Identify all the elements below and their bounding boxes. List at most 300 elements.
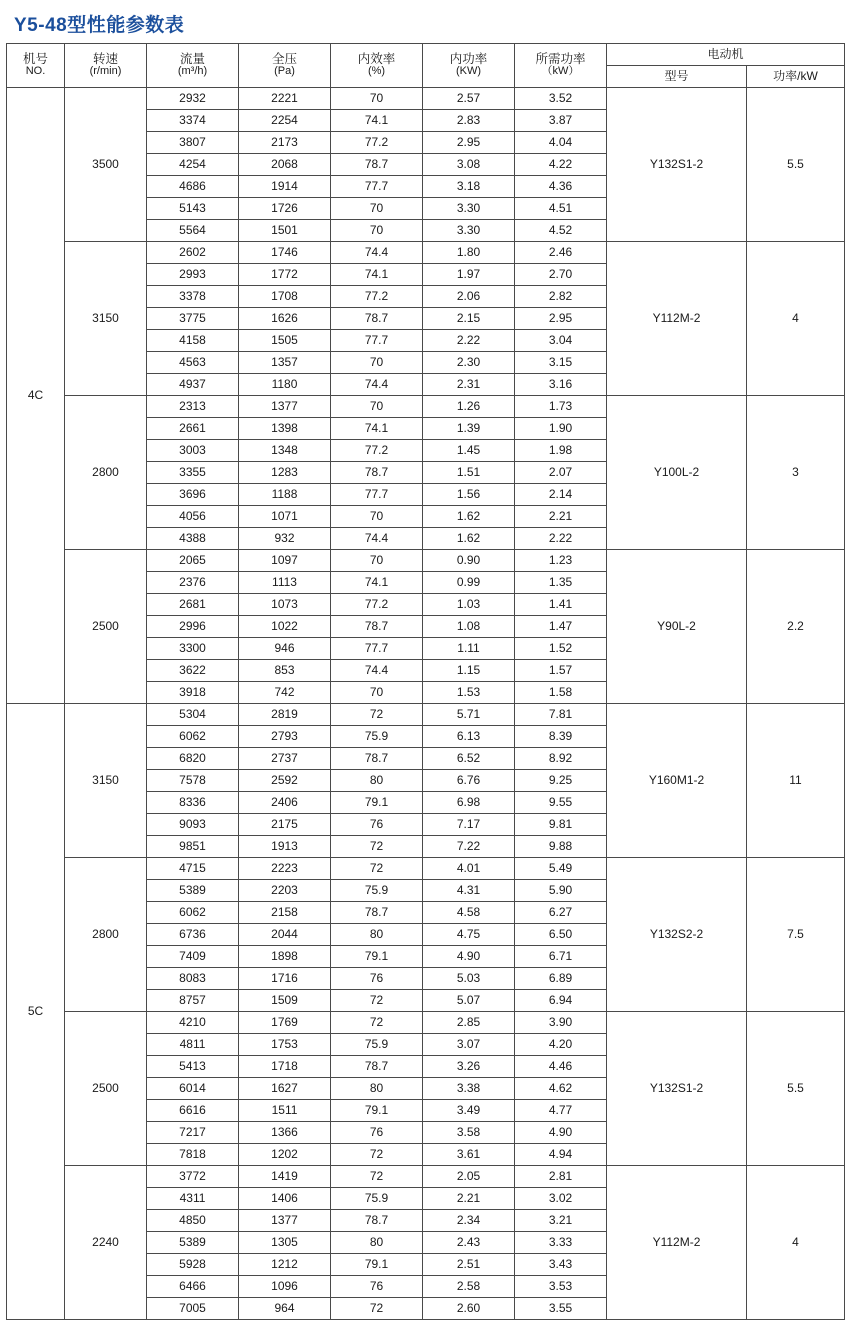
motor-power-cell: 4 bbox=[747, 1166, 845, 1320]
internal-power-cell: 2.95 bbox=[423, 132, 515, 154]
required-power-cell: 4.46 bbox=[515, 1056, 607, 1078]
motor-model-cell: Y132S2-2 bbox=[607, 858, 747, 1012]
flow-cell: 2996 bbox=[147, 616, 239, 638]
required-power-cell: 9.25 bbox=[515, 770, 607, 792]
internal-power-cell: 2.15 bbox=[423, 308, 515, 330]
total-pressure-cell: 1509 bbox=[239, 990, 331, 1012]
internal-power-cell: 0.99 bbox=[423, 572, 515, 594]
flow-cell: 4210 bbox=[147, 1012, 239, 1034]
efficiency-cell: 80 bbox=[331, 770, 423, 792]
flow-cell: 5143 bbox=[147, 198, 239, 220]
total-pressure-cell: 1377 bbox=[239, 1210, 331, 1232]
required-power-cell: 3.15 bbox=[515, 352, 607, 374]
flow-cell: 5564 bbox=[147, 220, 239, 242]
internal-power-cell: 1.45 bbox=[423, 440, 515, 462]
efficiency-cell: 78.7 bbox=[331, 748, 423, 770]
efficiency-cell: 77.7 bbox=[331, 484, 423, 506]
required-power-cell: 3.16 bbox=[515, 374, 607, 396]
required-power-cell: 4.20 bbox=[515, 1034, 607, 1056]
header-ip-line1: 内功率 bbox=[449, 52, 488, 67]
efficiency-cell: 72 bbox=[331, 836, 423, 858]
flow-cell: 3772 bbox=[147, 1166, 239, 1188]
table-row bbox=[7, 242, 845, 264]
internal-power-cell: 3.30 bbox=[423, 198, 515, 220]
efficiency-cell: 70 bbox=[331, 220, 423, 242]
flow-cell: 9093 bbox=[147, 814, 239, 836]
header-rpm-line2: (r/min) bbox=[89, 65, 122, 78]
total-pressure-cell: 1305 bbox=[239, 1232, 331, 1254]
required-power-cell: 4.77 bbox=[515, 1100, 607, 1122]
efficiency-cell: 80 bbox=[331, 924, 423, 946]
flow-cell: 4388 bbox=[147, 528, 239, 550]
total-pressure-cell: 2406 bbox=[239, 792, 331, 814]
efficiency-cell: 80 bbox=[331, 1232, 423, 1254]
internal-power-cell: 3.30 bbox=[423, 220, 515, 242]
internal-power-cell: 0.90 bbox=[423, 550, 515, 572]
total-pressure-cell: 1716 bbox=[239, 968, 331, 990]
flow-cell: 2376 bbox=[147, 572, 239, 594]
efficiency-cell: 75.9 bbox=[331, 1034, 423, 1056]
total-pressure-cell: 1071 bbox=[239, 506, 331, 528]
total-pressure-cell: 1898 bbox=[239, 946, 331, 968]
required-power-cell: 4.90 bbox=[515, 1122, 607, 1144]
motor-power-cell: 3 bbox=[747, 396, 845, 550]
total-pressure-cell: 1501 bbox=[239, 220, 331, 242]
required-power-cell: 3.55 bbox=[515, 1298, 607, 1320]
table-row bbox=[7, 396, 845, 418]
total-pressure-cell: 932 bbox=[239, 528, 331, 550]
total-pressure-cell: 1505 bbox=[239, 330, 331, 352]
table-row bbox=[7, 550, 845, 572]
internal-power-cell: 6.13 bbox=[423, 726, 515, 748]
internal-power-cell: 4.75 bbox=[423, 924, 515, 946]
internal-power-cell: 2.34 bbox=[423, 1210, 515, 1232]
flow-cell: 3374 bbox=[147, 110, 239, 132]
flow-cell: 2313 bbox=[147, 396, 239, 418]
header-flow bbox=[147, 44, 239, 88]
required-power-cell: 4.36 bbox=[515, 176, 607, 198]
total-pressure-cell: 2793 bbox=[239, 726, 331, 748]
required-power-cell: 3.33 bbox=[515, 1232, 607, 1254]
required-power-cell: 1.90 bbox=[515, 418, 607, 440]
required-power-cell: 1.58 bbox=[515, 682, 607, 704]
required-power-cell: 4.04 bbox=[515, 132, 607, 154]
required-power-cell: 2.82 bbox=[515, 286, 607, 308]
total-pressure-cell: 1188 bbox=[239, 484, 331, 506]
flow-cell: 5413 bbox=[147, 1056, 239, 1078]
internal-power-cell: 2.85 bbox=[423, 1012, 515, 1034]
flow-cell: 4158 bbox=[147, 330, 239, 352]
internal-power-cell: 2.06 bbox=[423, 286, 515, 308]
required-power-cell: 3.87 bbox=[515, 110, 607, 132]
efficiency-cell: 77.2 bbox=[331, 594, 423, 616]
efficiency-cell: 74.1 bbox=[331, 418, 423, 440]
internal-power-cell: 4.90 bbox=[423, 946, 515, 968]
flow-cell: 8757 bbox=[147, 990, 239, 1012]
total-pressure-cell: 1753 bbox=[239, 1034, 331, 1056]
internal-power-cell: 1.39 bbox=[423, 418, 515, 440]
table-body bbox=[7, 88, 845, 1320]
flow-cell: 6736 bbox=[147, 924, 239, 946]
efficiency-cell: 70 bbox=[331, 352, 423, 374]
total-pressure-cell: 1212 bbox=[239, 1254, 331, 1276]
header-no-line1: 机号 bbox=[22, 52, 48, 67]
required-power-cell: 2.14 bbox=[515, 484, 607, 506]
motor-power-cell: 5.5 bbox=[747, 88, 845, 242]
total-pressure-cell: 2068 bbox=[239, 154, 331, 176]
flow-cell: 3696 bbox=[147, 484, 239, 506]
efficiency-cell: 72 bbox=[331, 990, 423, 1012]
total-pressure-cell: 1746 bbox=[239, 242, 331, 264]
required-power-cell: 3.52 bbox=[515, 88, 607, 110]
flow-cell: 3807 bbox=[147, 132, 239, 154]
required-power-cell: 1.98 bbox=[515, 440, 607, 462]
table-row bbox=[7, 704, 845, 726]
total-pressure-cell: 1180 bbox=[239, 374, 331, 396]
efficiency-cell: 74.4 bbox=[331, 528, 423, 550]
header-tp-line1: 全压 bbox=[271, 52, 297, 67]
header-rpm bbox=[65, 44, 147, 88]
total-pressure-cell: 1511 bbox=[239, 1100, 331, 1122]
required-power-cell: 4.51 bbox=[515, 198, 607, 220]
header-eff-line2: (%) bbox=[367, 65, 386, 78]
rpm-cell: 3150 bbox=[65, 704, 147, 858]
total-pressure-cell: 2175 bbox=[239, 814, 331, 836]
motor-model-cell: Y100L-2 bbox=[607, 396, 747, 550]
flow-cell: 6062 bbox=[147, 726, 239, 748]
flow-cell: 7217 bbox=[147, 1122, 239, 1144]
required-power-cell: 2.81 bbox=[515, 1166, 607, 1188]
total-pressure-cell: 1772 bbox=[239, 264, 331, 286]
internal-power-cell: 1.15 bbox=[423, 660, 515, 682]
internal-power-cell: 6.98 bbox=[423, 792, 515, 814]
header-flow-line2: (m³/h) bbox=[177, 65, 208, 78]
internal-power-cell: 2.31 bbox=[423, 374, 515, 396]
efficiency-cell: 79.1 bbox=[331, 1254, 423, 1276]
total-pressure-cell: 2254 bbox=[239, 110, 331, 132]
flow-cell: 6062 bbox=[147, 902, 239, 924]
flow-cell: 4311 bbox=[147, 1188, 239, 1210]
rpm-cell: 2800 bbox=[65, 858, 147, 1012]
efficiency-cell: 76 bbox=[331, 1122, 423, 1144]
required-power-cell: 4.62 bbox=[515, 1078, 607, 1100]
required-power-cell: 4.52 bbox=[515, 220, 607, 242]
motor-power-cell: 2.2 bbox=[747, 550, 845, 704]
required-power-cell: 1.35 bbox=[515, 572, 607, 594]
efficiency-cell: 74.4 bbox=[331, 242, 423, 264]
internal-power-cell: 3.38 bbox=[423, 1078, 515, 1100]
internal-power-cell: 1.80 bbox=[423, 242, 515, 264]
header-motor-power: 功率/kW bbox=[747, 66, 845, 88]
flow-cell: 7578 bbox=[147, 770, 239, 792]
required-power-cell: 1.52 bbox=[515, 638, 607, 660]
flow-cell: 5928 bbox=[147, 1254, 239, 1276]
header-motor-model: 型号 bbox=[607, 66, 747, 88]
flow-cell: 6820 bbox=[147, 748, 239, 770]
internal-power-cell: 3.08 bbox=[423, 154, 515, 176]
total-pressure-cell: 1913 bbox=[239, 836, 331, 858]
required-power-cell: 2.07 bbox=[515, 462, 607, 484]
efficiency-cell: 74.1 bbox=[331, 572, 423, 594]
efficiency-cell: 76 bbox=[331, 1276, 423, 1298]
table-row bbox=[7, 858, 845, 880]
flow-cell: 8336 bbox=[147, 792, 239, 814]
internal-power-cell: 6.52 bbox=[423, 748, 515, 770]
internal-power-cell: 3.61 bbox=[423, 1144, 515, 1166]
total-pressure-cell: 2737 bbox=[239, 748, 331, 770]
total-pressure-cell: 1398 bbox=[239, 418, 331, 440]
required-power-cell: 3.02 bbox=[515, 1188, 607, 1210]
flow-cell: 2932 bbox=[147, 88, 239, 110]
total-pressure-cell: 1406 bbox=[239, 1188, 331, 1210]
internal-power-cell: 5.03 bbox=[423, 968, 515, 990]
flow-cell: 3918 bbox=[147, 682, 239, 704]
required-power-cell: 2.22 bbox=[515, 528, 607, 550]
flow-cell: 5304 bbox=[147, 704, 239, 726]
rpm-cell: 3150 bbox=[65, 242, 147, 396]
efficiency-cell: 75.9 bbox=[331, 880, 423, 902]
internal-power-cell: 2.83 bbox=[423, 110, 515, 132]
required-power-cell: 6.94 bbox=[515, 990, 607, 1012]
flow-cell: 4056 bbox=[147, 506, 239, 528]
rpm-cell: 2800 bbox=[65, 396, 147, 550]
total-pressure-cell: 1366 bbox=[239, 1122, 331, 1144]
total-pressure-cell: 742 bbox=[239, 682, 331, 704]
total-pressure-cell: 2221 bbox=[239, 88, 331, 110]
required-power-cell: 3.90 bbox=[515, 1012, 607, 1034]
required-power-cell: 1.73 bbox=[515, 396, 607, 418]
header-rp-line1: 所需功率 bbox=[535, 52, 586, 67]
motor-model-cell: Y112M-2 bbox=[607, 1166, 747, 1320]
required-power-cell: 6.50 bbox=[515, 924, 607, 946]
group-no-cell: 4C bbox=[7, 88, 65, 704]
total-pressure-cell: 2592 bbox=[239, 770, 331, 792]
required-power-cell: 1.47 bbox=[515, 616, 607, 638]
total-pressure-cell: 1357 bbox=[239, 352, 331, 374]
total-pressure-cell: 2819 bbox=[239, 704, 331, 726]
efficiency-cell: 80 bbox=[331, 1078, 423, 1100]
efficiency-cell: 74.1 bbox=[331, 110, 423, 132]
internal-power-cell: 2.05 bbox=[423, 1166, 515, 1188]
flow-cell: 7005 bbox=[147, 1298, 239, 1320]
total-pressure-cell: 964 bbox=[239, 1298, 331, 1320]
total-pressure-cell: 1419 bbox=[239, 1166, 331, 1188]
flow-cell: 4715 bbox=[147, 858, 239, 880]
header-ip-line2: (KW) bbox=[455, 65, 482, 78]
total-pressure-cell: 1627 bbox=[239, 1078, 331, 1100]
flow-cell: 6466 bbox=[147, 1276, 239, 1298]
header-total-pressure bbox=[239, 44, 331, 88]
required-power-cell: 9.81 bbox=[515, 814, 607, 836]
required-power-cell: 6.89 bbox=[515, 968, 607, 990]
flow-cell: 4937 bbox=[147, 374, 239, 396]
internal-power-cell: 2.58 bbox=[423, 1276, 515, 1298]
required-power-cell: 1.41 bbox=[515, 594, 607, 616]
motor-model-cell: Y132S1-2 bbox=[607, 1012, 747, 1166]
required-power-cell: 3.04 bbox=[515, 330, 607, 352]
internal-power-cell: 1.62 bbox=[423, 528, 515, 550]
table-row bbox=[7, 88, 845, 110]
required-power-cell: 2.21 bbox=[515, 506, 607, 528]
header-motor: 电动机 bbox=[607, 44, 845, 66]
efficiency-cell: 75.9 bbox=[331, 726, 423, 748]
efficiency-cell: 70 bbox=[331, 396, 423, 418]
total-pressure-cell: 1914 bbox=[239, 176, 331, 198]
flow-cell: 3622 bbox=[147, 660, 239, 682]
required-power-cell: 8.39 bbox=[515, 726, 607, 748]
efficiency-cell: 76 bbox=[331, 968, 423, 990]
flow-cell: 6616 bbox=[147, 1100, 239, 1122]
flow-cell: 2602 bbox=[147, 242, 239, 264]
required-power-cell: 2.95 bbox=[515, 308, 607, 330]
efficiency-cell: 70 bbox=[331, 682, 423, 704]
required-power-cell: 3.43 bbox=[515, 1254, 607, 1276]
efficiency-cell: 78.7 bbox=[331, 902, 423, 924]
required-power-cell: 2.46 bbox=[515, 242, 607, 264]
efficiency-cell: 77.2 bbox=[331, 132, 423, 154]
internal-power-cell: 2.57 bbox=[423, 88, 515, 110]
total-pressure-cell: 1073 bbox=[239, 594, 331, 616]
flow-cell: 2661 bbox=[147, 418, 239, 440]
table-header bbox=[7, 44, 845, 88]
internal-power-cell: 3.26 bbox=[423, 1056, 515, 1078]
efficiency-cell: 70 bbox=[331, 506, 423, 528]
rpm-cell: 2240 bbox=[65, 1166, 147, 1320]
efficiency-cell: 77.7 bbox=[331, 638, 423, 660]
required-power-cell: 3.53 bbox=[515, 1276, 607, 1298]
efficiency-cell: 78.7 bbox=[331, 154, 423, 176]
internal-power-cell: 2.43 bbox=[423, 1232, 515, 1254]
page-title: Y5-48型性能参数表 bbox=[14, 15, 185, 36]
internal-power-cell: 2.30 bbox=[423, 352, 515, 374]
group-no-cell: 5C bbox=[7, 704, 65, 1320]
efficiency-cell: 72 bbox=[331, 1298, 423, 1320]
required-power-cell: 4.94 bbox=[515, 1144, 607, 1166]
total-pressure-cell: 1718 bbox=[239, 1056, 331, 1078]
efficiency-cell: 77.7 bbox=[331, 176, 423, 198]
internal-power-cell: 4.58 bbox=[423, 902, 515, 924]
total-pressure-cell: 946 bbox=[239, 638, 331, 660]
header-required-power bbox=[515, 44, 607, 88]
efficiency-cell: 76 bbox=[331, 814, 423, 836]
required-power-cell: 1.57 bbox=[515, 660, 607, 682]
header-efficiency bbox=[331, 44, 423, 88]
required-power-cell: 9.55 bbox=[515, 792, 607, 814]
efficiency-cell: 78.7 bbox=[331, 616, 423, 638]
total-pressure-cell: 1096 bbox=[239, 1276, 331, 1298]
total-pressure-cell: 1348 bbox=[239, 440, 331, 462]
efficiency-cell: 72 bbox=[331, 1144, 423, 1166]
required-power-cell: 9.88 bbox=[515, 836, 607, 858]
header-rpm-line1: 转速 bbox=[92, 52, 118, 67]
required-power-cell: 4.22 bbox=[515, 154, 607, 176]
efficiency-cell: 78.7 bbox=[331, 462, 423, 484]
rpm-cell: 2500 bbox=[65, 550, 147, 704]
internal-power-cell: 2.51 bbox=[423, 1254, 515, 1276]
efficiency-cell: 78.7 bbox=[331, 308, 423, 330]
header-no-line2: NO. bbox=[25, 65, 46, 78]
internal-power-cell: 3.18 bbox=[423, 176, 515, 198]
header-rp-line2: （kW） bbox=[541, 65, 580, 78]
internal-power-cell: 1.62 bbox=[423, 506, 515, 528]
internal-power-cell: 3.58 bbox=[423, 1122, 515, 1144]
internal-power-cell: 1.26 bbox=[423, 396, 515, 418]
required-power-cell: 2.70 bbox=[515, 264, 607, 286]
rpm-cell: 2500 bbox=[65, 1012, 147, 1166]
motor-power-cell: 11 bbox=[747, 704, 845, 858]
flow-cell: 4563 bbox=[147, 352, 239, 374]
efficiency-cell: 77.7 bbox=[331, 330, 423, 352]
efficiency-cell: 72 bbox=[331, 704, 423, 726]
flow-cell: 4811 bbox=[147, 1034, 239, 1056]
internal-power-cell: 7.17 bbox=[423, 814, 515, 836]
efficiency-cell: 72 bbox=[331, 858, 423, 880]
required-power-cell: 3.21 bbox=[515, 1210, 607, 1232]
header-row-1 bbox=[7, 44, 845, 66]
table-row bbox=[7, 1012, 845, 1034]
flow-cell: 8083 bbox=[147, 968, 239, 990]
internal-power-cell: 2.21 bbox=[423, 1188, 515, 1210]
total-pressure-cell: 2203 bbox=[239, 880, 331, 902]
header-no bbox=[7, 44, 65, 88]
total-pressure-cell: 853 bbox=[239, 660, 331, 682]
efficiency-cell: 79.1 bbox=[331, 1100, 423, 1122]
required-power-cell: 6.71 bbox=[515, 946, 607, 968]
efficiency-cell: 70 bbox=[331, 198, 423, 220]
flow-cell: 3775 bbox=[147, 308, 239, 330]
flow-cell: 5389 bbox=[147, 1232, 239, 1254]
motor-power-cell: 7.5 bbox=[747, 858, 845, 1012]
internal-power-cell: 6.76 bbox=[423, 770, 515, 792]
efficiency-cell: 79.1 bbox=[331, 946, 423, 968]
flow-cell: 2681 bbox=[147, 594, 239, 616]
total-pressure-cell: 2044 bbox=[239, 924, 331, 946]
efficiency-cell: 72 bbox=[331, 1166, 423, 1188]
efficiency-cell: 79.1 bbox=[331, 792, 423, 814]
internal-power-cell: 2.60 bbox=[423, 1298, 515, 1320]
internal-power-cell: 5.71 bbox=[423, 704, 515, 726]
internal-power-cell: 1.11 bbox=[423, 638, 515, 660]
internal-power-cell: 1.56 bbox=[423, 484, 515, 506]
flow-cell: 9851 bbox=[147, 836, 239, 858]
required-power-cell: 6.27 bbox=[515, 902, 607, 924]
internal-power-cell: 5.07 bbox=[423, 990, 515, 1012]
flow-cell: 3003 bbox=[147, 440, 239, 462]
flow-cell: 2993 bbox=[147, 264, 239, 286]
total-pressure-cell: 1283 bbox=[239, 462, 331, 484]
internal-power-cell: 1.08 bbox=[423, 616, 515, 638]
efficiency-cell: 72 bbox=[331, 1012, 423, 1034]
flow-cell: 3378 bbox=[147, 286, 239, 308]
efficiency-cell: 78.7 bbox=[331, 1210, 423, 1232]
flow-cell: 3300 bbox=[147, 638, 239, 660]
total-pressure-cell: 1022 bbox=[239, 616, 331, 638]
header-flow-line1: 流量 bbox=[179, 52, 205, 67]
title-bar bbox=[0, 0, 850, 43]
efficiency-cell: 70 bbox=[331, 88, 423, 110]
flow-cell: 3355 bbox=[147, 462, 239, 484]
total-pressure-cell: 1202 bbox=[239, 1144, 331, 1166]
flow-cell: 4686 bbox=[147, 176, 239, 198]
flow-cell: 7409 bbox=[147, 946, 239, 968]
internal-power-cell: 4.31 bbox=[423, 880, 515, 902]
flow-cell: 4254 bbox=[147, 154, 239, 176]
flow-cell: 5389 bbox=[147, 880, 239, 902]
motor-power-cell: 4 bbox=[747, 242, 845, 396]
total-pressure-cell: 1113 bbox=[239, 572, 331, 594]
internal-power-cell: 1.03 bbox=[423, 594, 515, 616]
efficiency-cell: 75.9 bbox=[331, 1188, 423, 1210]
